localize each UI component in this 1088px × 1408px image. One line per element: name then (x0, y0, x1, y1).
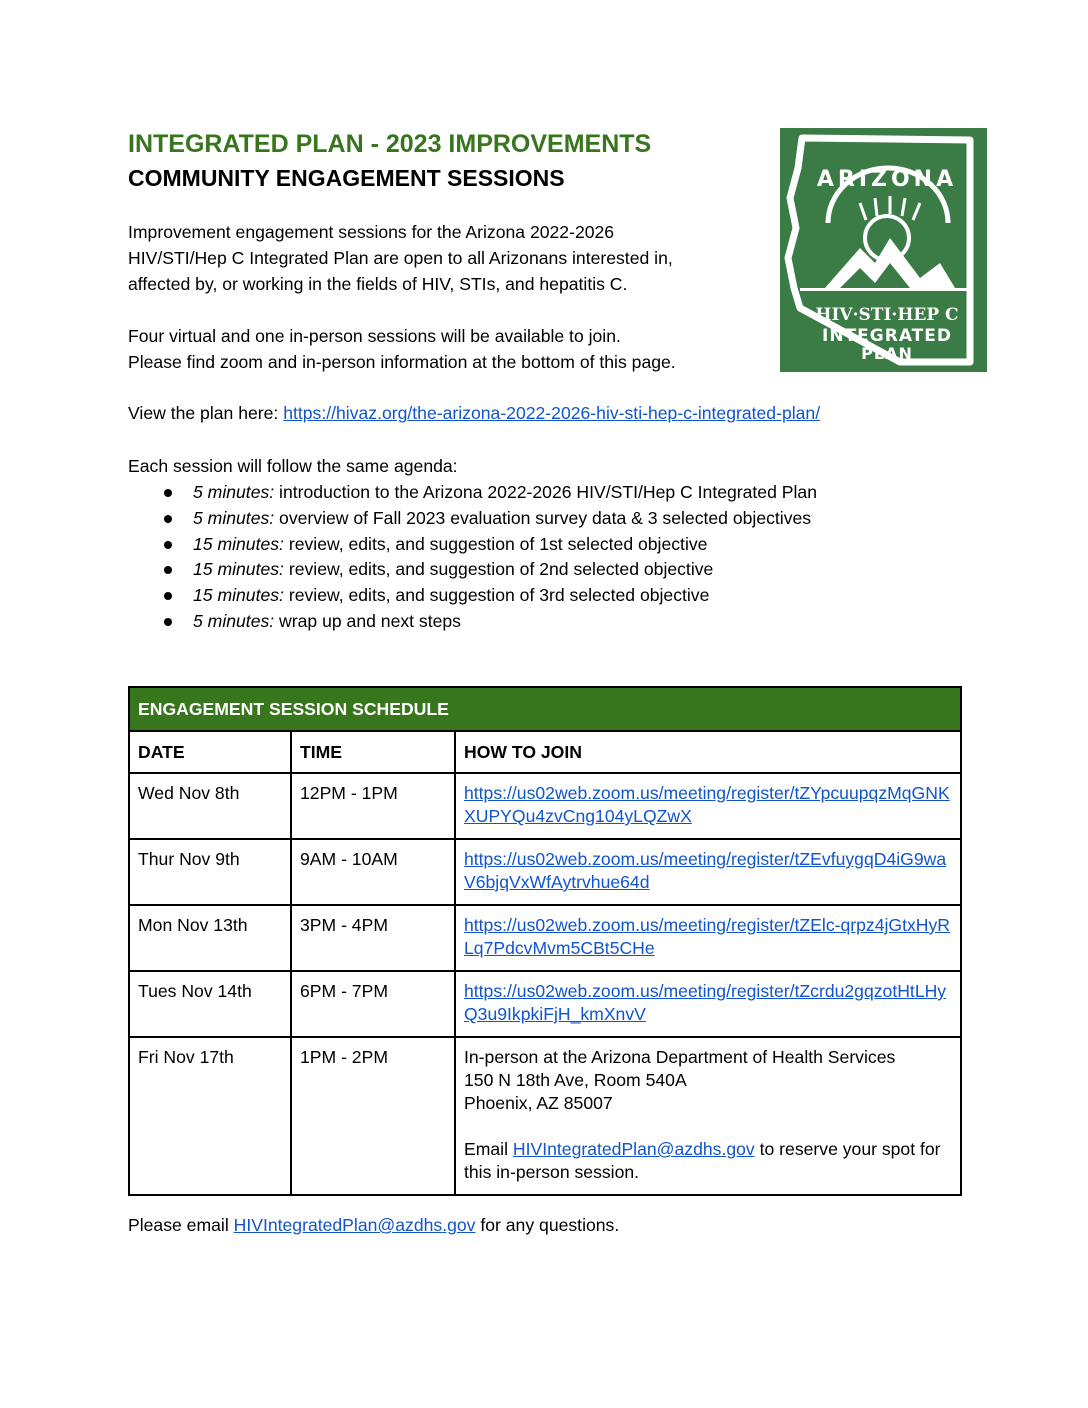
session-time: 6PM - 7PM (291, 971, 455, 1037)
reserve-note (464, 1138, 953, 1184)
session-time: 9AM - 10AM (291, 839, 455, 905)
agenda-item (160, 480, 817, 506)
agenda-duration: 15 minutes: (193, 533, 284, 554)
intro-line: affected by, or working in the fields of HIV, STIs, and hepatitis C. (128, 273, 628, 294)
venue-address: 150 N 18th Ave, Room 540A (464, 1070, 687, 1090)
agenda-text: review, edits, and suggestion of 2nd selected objective (283, 559, 714, 580)
session-date: Wed Nov 8th (129, 773, 291, 839)
agenda-duration: 5 minutes: (193, 610, 275, 631)
session-join-cell (455, 971, 961, 1037)
column-header-date: DATE (129, 731, 291, 773)
reserve-prefix: Email (464, 1139, 513, 1159)
email-link[interactable]: HIVIntegratedPlan@azdhs.gov (512, 1139, 755, 1159)
agenda-duration: 15 minutes: (193, 559, 284, 580)
svg-text:ARIZONA: ARIZONA (816, 167, 958, 192)
agenda-item (160, 583, 817, 609)
arizona-state-outline-icon (780, 128, 987, 372)
footer-suffix: for any questions. (475, 1215, 620, 1235)
arizona-integrated-plan-logo (780, 128, 987, 372)
bullet-icon (164, 592, 172, 600)
table-row (129, 773, 961, 839)
session-date: Thur Nov 9th (129, 839, 291, 905)
zoom-register-link[interactable]: https://us02web.zoom.us/meeting/register/tZcrdu2gqzotHtLHyQ3u9IkpkiFjH_kmXnvV (464, 981, 947, 1024)
intro-paragraph (128, 220, 673, 297)
agenda-duration: 15 minutes: (193, 585, 284, 606)
venue-name: In-person at the Arizona Department of Health Services (464, 1047, 896, 1067)
view-plan-line (128, 401, 820, 427)
session-time: 3PM - 4PM (291, 905, 455, 971)
agenda-item (160, 557, 817, 583)
zoom-register-link[interactable]: https://us02web.zoom.us/meeting/register/tZElc-qrpz4jGtxHyRLq7PdcvMvm5CBt5CHe (464, 915, 950, 958)
zoom-register-link[interactable]: https://us02web.zoom.us/meeting/register/tZYpcuupqzMqGNKXUPYQu4zvCng104yLQZwX (464, 783, 950, 826)
intro-line: HIV/STI/Hep C Integrated Plan are open to all Arizonans interested in, (128, 247, 673, 268)
agenda-heading: Each session will follow the same agenda: (128, 456, 458, 476)
session-time: 12PM - 1PM (291, 773, 455, 839)
session-date: Tues Nov 14th (129, 971, 291, 1037)
session-join-cell (455, 839, 961, 905)
agenda-item (160, 532, 817, 558)
plan-link[interactable]: https://hivaz.org/the-arizona-2022-2026-hiv-sti-hep-c-integrated-plan/ (283, 403, 821, 423)
table-row (129, 905, 961, 971)
agenda-text: introduction to the Arizona 2022-2026 HIV/STI/Hep C Integrated Plan (274, 482, 817, 502)
table-row-in-person (129, 1037, 961, 1195)
table-row (129, 839, 961, 905)
page-subtitle: COMMUNITY ENGAGEMENT SESSIONS (128, 165, 565, 191)
agenda-item (160, 506, 817, 532)
sessions-line: Four virtual and one in-person sessions will be available to join. (128, 326, 621, 346)
table-row (129, 971, 961, 1037)
agenda-list (160, 480, 817, 635)
agenda-text: overview of Fall 2023 evaluation survey data & 3 selected objectives (274, 507, 812, 528)
session-time: 1PM - 2PM (291, 1037, 455, 1195)
svg-text:PLAN: PLAN (861, 344, 913, 363)
bullet-icon (164, 566, 172, 574)
zoom-register-link[interactable]: https://us02web.zoom.us/meeting/register/tZEvfuygqD4iG9waV6bjqVxWfAytrvhue64d (464, 849, 947, 892)
page-title: INTEGRATED PLAN - 2023 IMPROVEMENTS (128, 130, 652, 158)
bullet-icon (164, 489, 172, 497)
sessions-line: Please find zoom and in-person information at the bottom of this page. (128, 351, 676, 372)
svg-text:HIV·STI·HEP C: HIV·STI·HEP C (815, 305, 959, 325)
column-header-time: TIME (291, 731, 455, 773)
session-date: Fri Nov 17th (129, 1037, 291, 1195)
reserve-suffix: to reserve your spot for this in-person session. (464, 1139, 941, 1182)
column-header-how-to-join: HOW TO JOIN (455, 731, 961, 773)
schedule-table (128, 686, 962, 1196)
session-join-cell (455, 773, 961, 839)
footer-contact (128, 1213, 619, 1239)
view-plan-label: View the plan here: (128, 403, 284, 423)
session-join-cell (455, 905, 961, 971)
svg-text:INTEGRATED: INTEGRATED (822, 326, 952, 346)
bullet-icon (164, 541, 172, 549)
sessions-paragraph (128, 324, 676, 376)
schedule-title: ENGAGEMENT SESSION SCHEDULE (129, 687, 961, 731)
agenda-item (160, 609, 817, 635)
bullet-icon (164, 618, 172, 626)
session-date: Mon Nov 13th (129, 905, 291, 971)
agenda-text: review, edits, and suggestion of 3rd selected objective (283, 585, 710, 606)
footer-email-link[interactable]: HIVIntegratedPlan@azdhs.gov (233, 1215, 476, 1235)
in-person-details (455, 1037, 961, 1195)
agenda-duration: 5 minutes: (193, 482, 275, 502)
intro-line: Improvement engagement sessions for the Arizona 2022-2026 (128, 222, 615, 242)
agenda-text: review, edits, and suggestion of 1st selected objective (283, 533, 708, 554)
agenda-duration: 5 minutes: (193, 507, 275, 528)
venue-city: Phoenix, AZ 85007 (464, 1093, 613, 1113)
agenda-text: wrap up and next steps (274, 610, 461, 631)
footer-prefix: Please email (128, 1215, 234, 1235)
bullet-icon (164, 515, 172, 523)
